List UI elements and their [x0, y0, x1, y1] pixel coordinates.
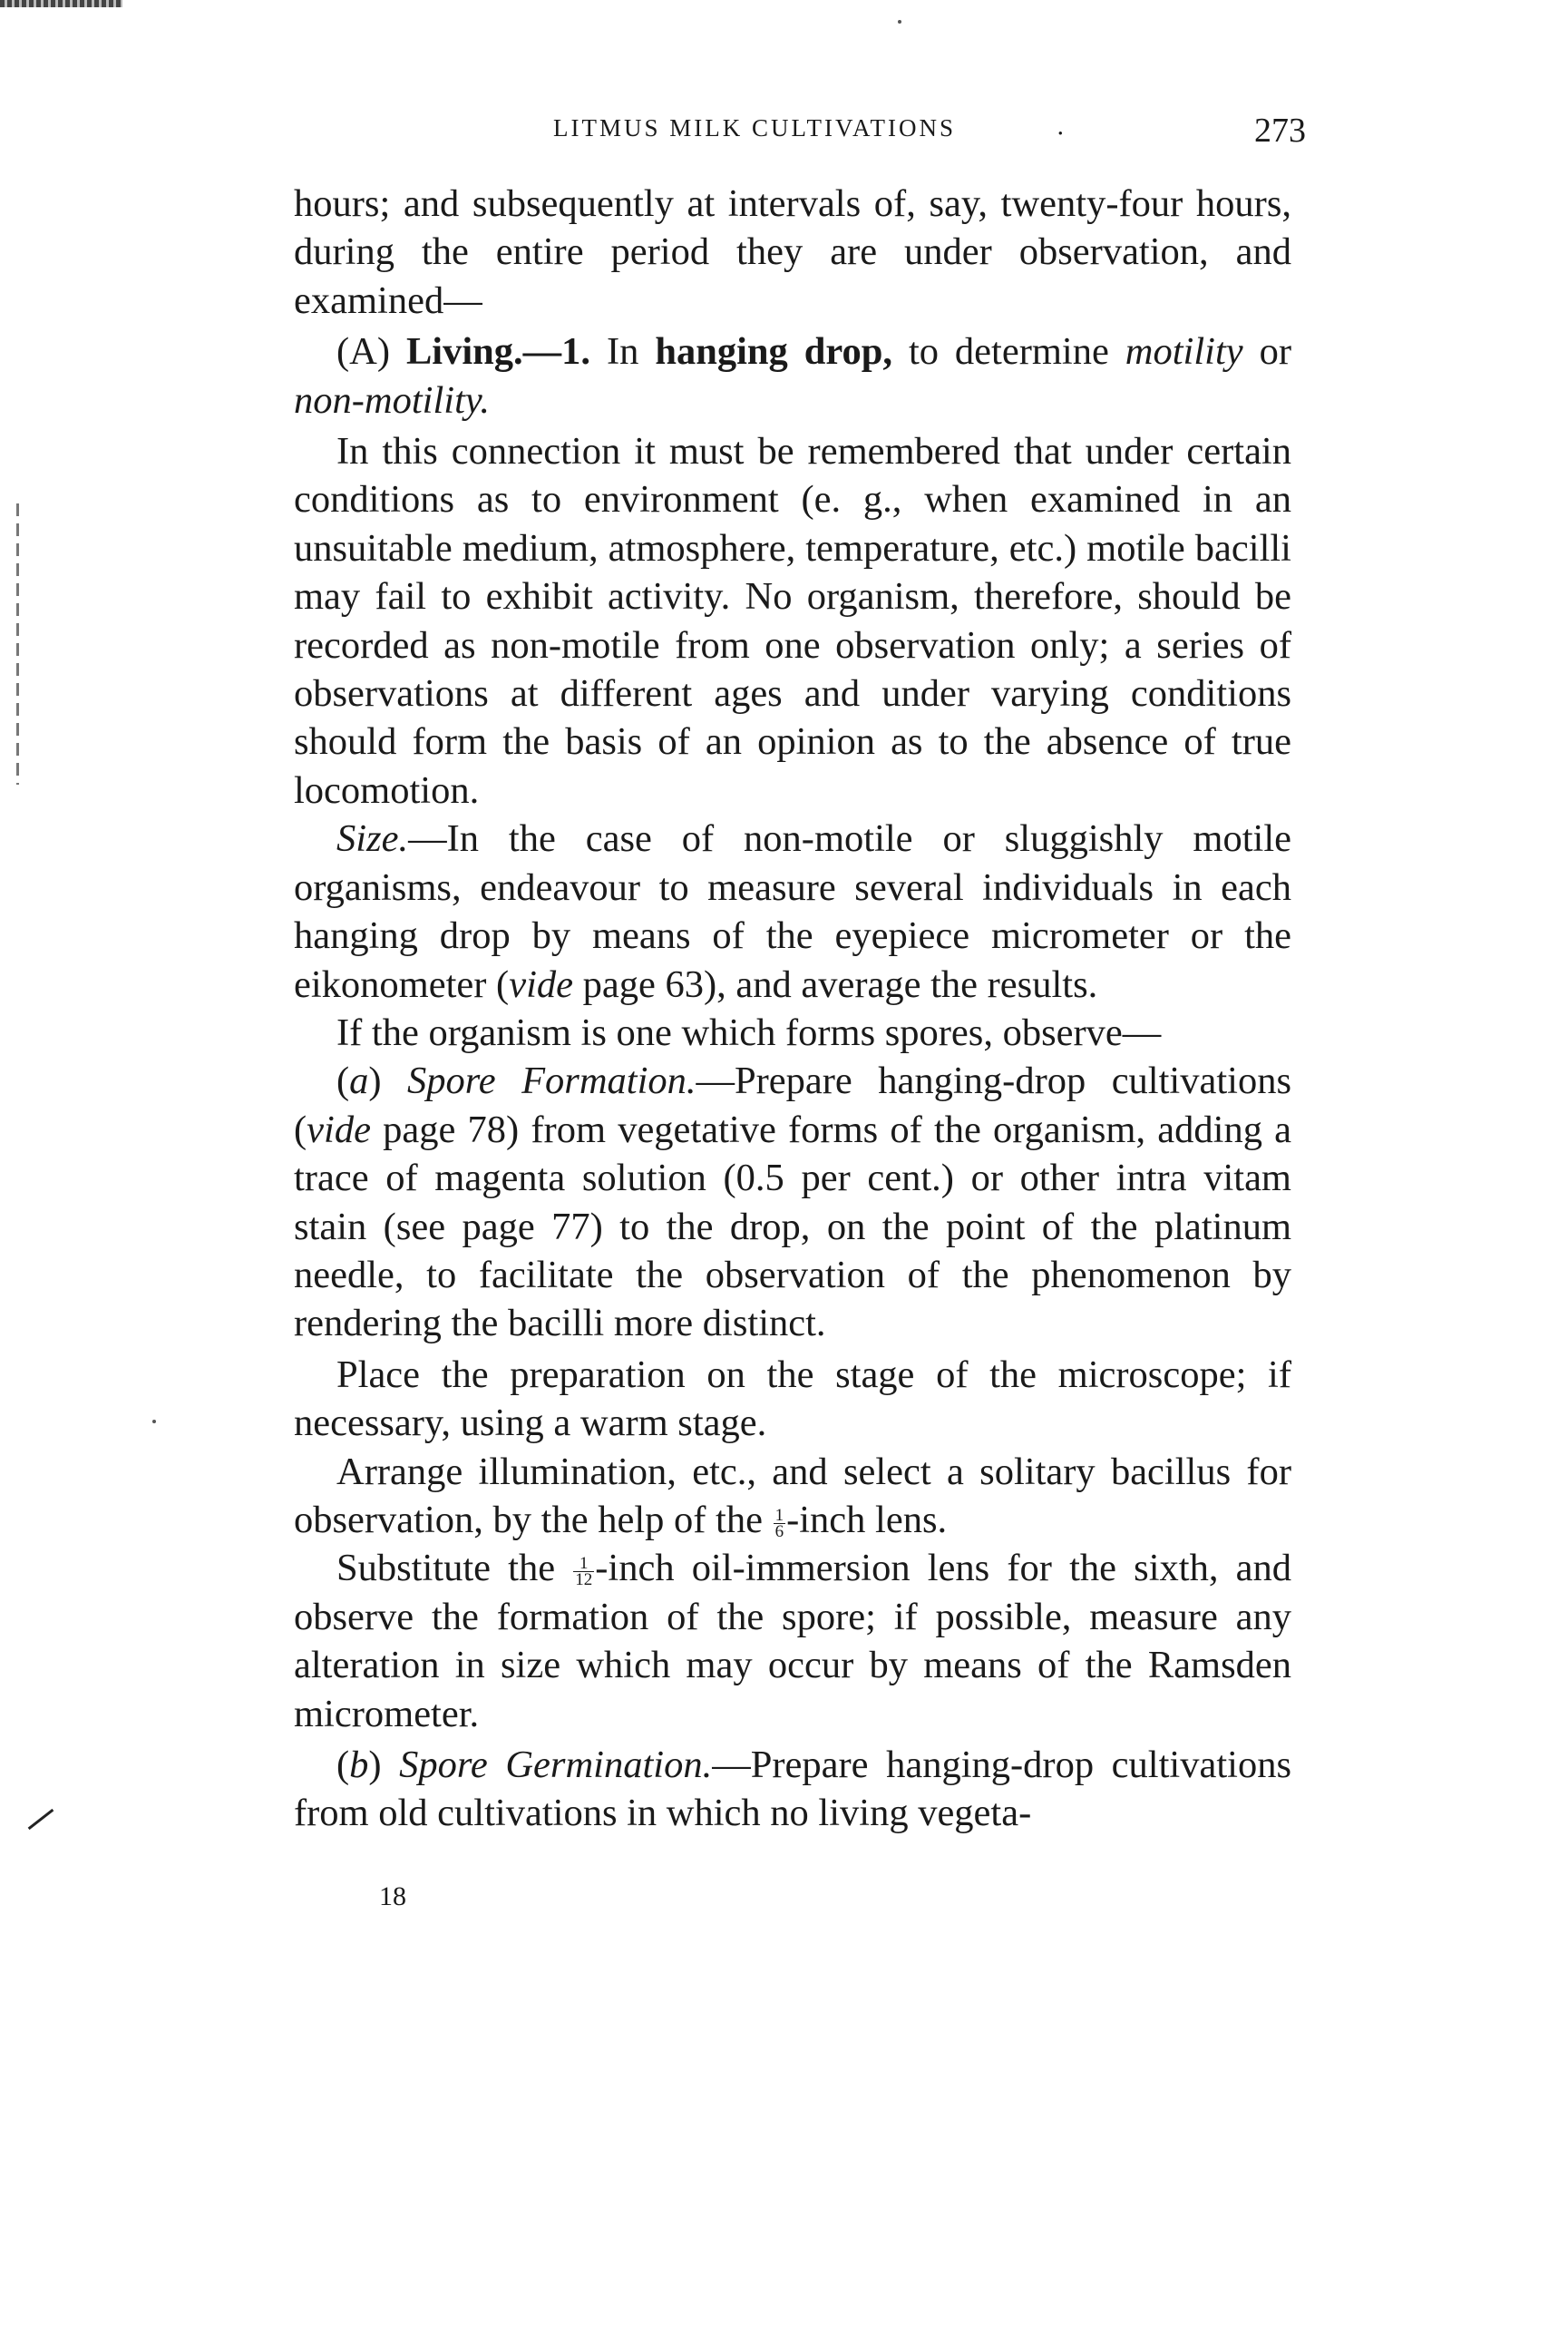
paragraph: (A) Living.—1. In hanging drop, to determine motility or non-motility.	[294, 330, 1291, 422]
fraction: $\frac{1}{12}$	[575, 1554, 593, 1590]
paragraph: Size.—In the case of non-motile or sluggishly motile organisms, endeavour to measure several individuals in each hanging drop by means of the eyepiece micrometer or the eikonometer (vide page 63), and average the results.	[294, 817, 1291, 1006]
page-number: 273	[1254, 112, 1306, 150]
running-title: LITMUS MILK CULTIVATIONS	[553, 114, 957, 142]
signature-mark: 18	[379, 1881, 406, 1911]
paragraph: Arrange illumination, etc., and select a solitary bacillus for observation, by the help of the $\frac{1}{6}$ -inch lens.	[294, 1450, 1291, 1541]
body-text	[294, 180, 1291, 1838]
scan-artifact	[28, 1809, 54, 1830]
paragraph: Substitute the $\frac{1}{12}$ -inch oil-immersion lens for the sixth, and observe the formation of the spore; if possible, measure any alteration in size which may occur by means of the Ramsden micrometer.	[294, 1547, 1291, 1735]
paragraph: (a) Spore Formation.—Prepare hanging-drop cultivations (vide page 78) from vegetative forms of the organism, adding a trace of magenta solution (0.5 per cent.) or other intra vitam stain (see page 77) to the drop, on the point of the platinum needle, to facilitate the observation of the phenomenon by rendering the bacilli more distinct.	[294, 1060, 1292, 1345]
running-header	[290, 111, 1306, 156]
scan-artifact	[898, 20, 901, 24]
scan-artifact	[152, 1420, 156, 1423]
scan-artifact	[16, 503, 19, 785]
paragraph: Place the preparation on the stage of the microscope; if necessary, using a warm stage.	[294, 1353, 1291, 1445]
paragraph: In this connection it must be remembered that under certain conditions as to environment (e. g., when examined in an unsuitable medium, atmosphere, temperature, etc.) motile bacilli may fail to exhibit activity. No organism, therefore, should be recorded as non-motile from one observation only; a series of observations at different ages and under varying conditions should form the basis of an opinion as to the absence of true locomotion.	[294, 430, 1291, 812]
fraction: $\frac{1}{6}$	[774, 1505, 784, 1541]
paragraph: hours; and subsequently at intervals of, say, twenty-four hours, during the entire period they are under observation, and examined—	[294, 182, 1291, 322]
running-title-dot: .	[1057, 112, 1065, 141]
paragraph: If the organism is one which forms spores, observe—	[336, 1011, 1162, 1054]
scan-artifact	[0, 0, 122, 7]
paragraph: (b) Spore Germination.—Prepare hanging-drop cultivations from old cultivations in which no living vegeta-	[294, 1744, 1291, 1835]
